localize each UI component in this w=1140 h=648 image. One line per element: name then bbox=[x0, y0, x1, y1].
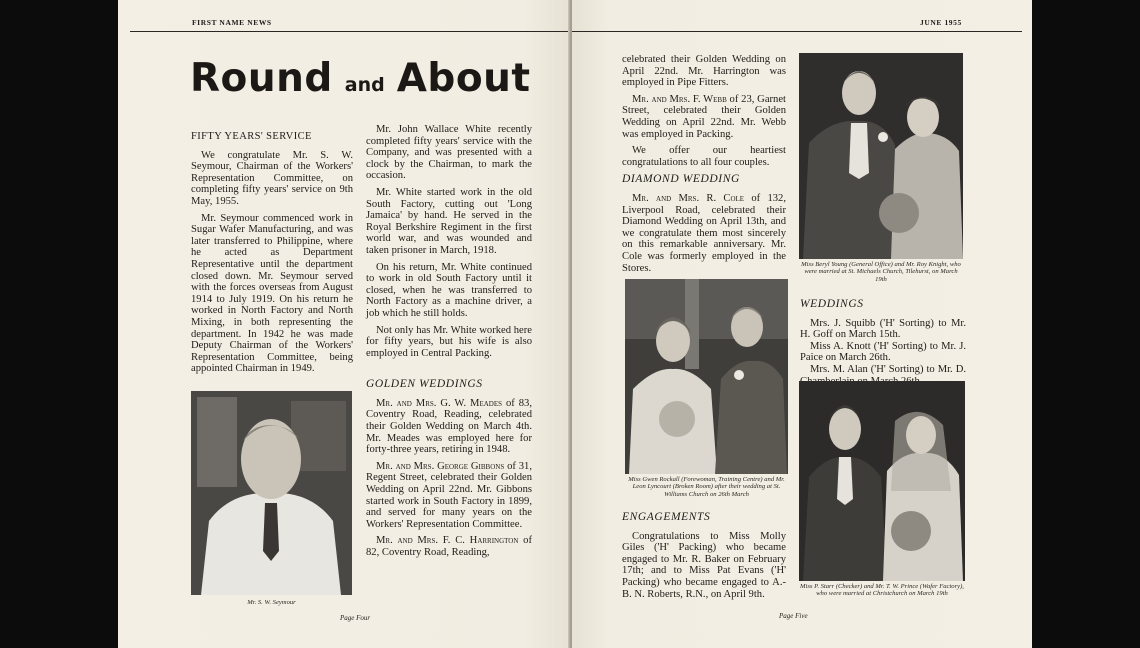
white-p1: Mr. John Wallace White recently completed fifty years' service with the Company, and was presented with a clock by the Chairman, to mark the occasion. bbox=[366, 124, 532, 182]
golden-weddings-heading: GOLDEN WEDDINGS bbox=[366, 378, 483, 391]
cole-text: of 132, Liverpool Road, celebrated their Diamond Wedding on April 13th, and we congratulate them most sincerely on this remarkable anniversary. Mr. Cole was formerly employed in the Stores. bbox=[622, 192, 787, 274]
young-caption: Miss Beryl Young (General Office) and Mr. Roy Knight, who were married at St. Michaels Church, Tilehurst, on March 19th bbox=[801, 261, 961, 283]
young-photo bbox=[799, 53, 963, 259]
fifty-years-p2: Mr. Seymour commenced work in Sugar Wafer Manufacturing, and was later transferred to Philippine, where he acted as Department Representative until the department closed down. Mr. Seymour served with the forces overseas from August 1914 to July 1919. On his return he worked in North Factory and North Mixing, in both representing the department. In 1942 he was made Deputy Chairman of the Workers' Representation Committee, being appointed Chairman in 1949. bbox=[191, 212, 353, 375]
fifty-years-p1: We congratulate Mr. S. W. Seymour, Chairman of the Workers' Representation Committee, on completing fifty years' service on 9th May, 1955. bbox=[191, 149, 353, 207]
title-round: Round bbox=[190, 56, 333, 101]
wedding-item-1: Mrs. J. Squibb ('H' Sorting) to Mr. H. Goff on March 15th. bbox=[800, 317, 966, 341]
white-column bbox=[366, 124, 532, 564]
title-and: and bbox=[344, 74, 385, 96]
page-title bbox=[190, 56, 550, 101]
wedding-item-3: Mrs. M. Alan ('H' Sorting) to Mr. D. bbox=[810, 363, 966, 375]
left-page bbox=[118, 0, 570, 648]
harrington-paragraph bbox=[366, 535, 532, 558]
starr-photo bbox=[799, 381, 965, 581]
cole-paragraph bbox=[622, 193, 786, 274]
running-head-title: FIRST NAME NEWS bbox=[192, 18, 272, 27]
harrington-text: of 82, Coventry Road, Reading, bbox=[366, 535, 532, 558]
young-couple-figure bbox=[799, 53, 963, 259]
meades-text: of 83, Coventry Road, Reading, celebrated their Golden Wedding on March 4th. Mr. Meades was employed here for forty-three years, retiring in 1948. bbox=[366, 397, 532, 456]
white-p4: Not only has Mr. White worked here for fifty years, but his wife is also employed in Central Packing. bbox=[366, 324, 532, 359]
fifty-years-column bbox=[191, 125, 353, 380]
gibbons-text: of 31, Regent Street, celebrated their Golden Wedding on April 22nd. Mr. Gibbons started work in South Factory in 1899, and served for many years on the Workers' Representation Committee. bbox=[366, 460, 533, 530]
seymour-portrait-figure bbox=[191, 391, 352, 595]
meades-name: Mr. and Mrs. G. W. Meades bbox=[376, 397, 503, 409]
header-rule bbox=[130, 31, 570, 32]
rockall-photo bbox=[625, 279, 788, 474]
starr-caption: Miss P. Starr (Checker) and Mr. T. W. Prince (Wafer Factory), who were married at Christchurch on March 19th bbox=[800, 583, 964, 598]
meades-paragraph bbox=[366, 398, 532, 456]
diamond-wedding-heading: DIAMOND WEDDING bbox=[622, 173, 740, 186]
running-head-date: JUNE 1955 bbox=[920, 18, 962, 27]
starr-couple-figure bbox=[799, 381, 965, 581]
folio-left: Page Four bbox=[340, 614, 371, 622]
cole-name: Mr. and Mrs. R. Cole bbox=[632, 192, 745, 204]
rockall-caption: Miss Gwen Rockall (Forewoman, Training Centre) and Mr. Leon Lyncourt (Broken Room) after their wedding at St. Williams Church on 26th March bbox=[628, 476, 785, 498]
harrington-continued: celebrated their Golden Wedding on April 22nd. Mr. Harrington was employed in Pipe Fitters. bbox=[622, 54, 786, 89]
header-rule-right bbox=[572, 31, 1022, 32]
webb-name: Mr. and Mrs. F. Webb bbox=[632, 93, 727, 105]
seymour-caption: Mr. S. W. Seymour bbox=[247, 599, 296, 606]
offer-paragraph: We offer our heartiest congratulations to all four couples. bbox=[622, 145, 786, 168]
harrington-name: Mr. and Mrs. F. C. Harrington bbox=[376, 535, 519, 547]
webb-paragraph bbox=[622, 94, 786, 140]
weddings-heading: WEDDINGS bbox=[800, 298, 864, 310]
rockall-couple-figure bbox=[625, 279, 788, 474]
engagements-text: Congratulations to Miss Molly Giles ('H' Packing) who became engaged to Mr. R. Baker on February 17th; and to Miss Pat Evans ('H' Packing) who became engaged to A.-B. N. Roberts, R.N., on April 9th. bbox=[622, 530, 786, 600]
white-p2: Mr. White started work in the old South Factory, cutting out 'Long Jamaica' by hand. He served in the Royal Berkshire Regiment in the first world war, and was wounded and taken prisoner in March, 1918. bbox=[366, 186, 532, 256]
white-p3: On his return, Mr. White continued to work in old South Factory until it closed, when he was transferred to North Factory as a machine driver, a job which he still holds. bbox=[366, 261, 532, 319]
engagements-heading: ENGAGEMENTS bbox=[622, 511, 711, 523]
weddings-column bbox=[800, 293, 966, 387]
title-about: About bbox=[396, 56, 531, 101]
right-text-column bbox=[622, 54, 786, 279]
seymour-photo bbox=[191, 391, 352, 595]
folio-right: Page Five bbox=[779, 612, 808, 620]
gibbons-paragraph bbox=[366, 461, 532, 531]
right-page bbox=[572, 0, 1032, 648]
webb-text: of 23, Garnet Street, celebrated their Golden Wedding on April 22nd. Mr. Webb was employed in Packing. bbox=[622, 93, 786, 140]
gibbons-name: Mr. and Mrs. George Gibbons bbox=[376, 460, 505, 472]
engagements-column bbox=[622, 506, 786, 605]
wedding-item-2: Miss A. Knott ('H' Sorting) to Mr. J. Paice on March 26th. bbox=[800, 340, 966, 364]
fifty-years-heading: FIFTY YEARS' SERVICE bbox=[191, 131, 312, 142]
